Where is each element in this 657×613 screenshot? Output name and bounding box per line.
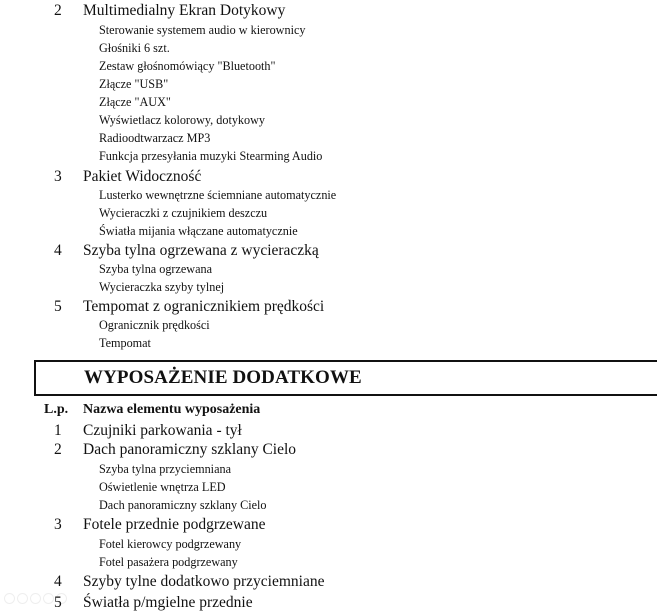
sub-item-name: Fotel kierowcy podgrzewany <box>99 537 242 551</box>
item-number: 2 <box>54 2 62 19</box>
column-header-name: Nazwa elementu wyposażenia <box>83 402 261 417</box>
sub-item-name: Wycieraczka szyby tylnej <box>99 280 225 294</box>
sub-item-name: Wycieraczki z czujnikiem deszczu <box>99 206 268 220</box>
item-number: 3 <box>54 168 62 185</box>
sub-item-name: Złącze "AUX" <box>99 95 171 109</box>
item-number: 4 <box>54 242 62 259</box>
watermark-circle-icon <box>4 593 15 604</box>
item-name: Światła p/mgielne przednie <box>83 594 253 611</box>
item-name: Dach panoramiczny szklany Cielo <box>83 441 297 458</box>
sub-item-name: Dach panoramiczny szklany Cielo <box>99 498 267 512</box>
sub-item-name: Szyba tylna ogrzewana <box>99 262 213 276</box>
sub-item-name: Fotel pasażera podgrzewany <box>99 555 238 569</box>
watermark-logo <box>4 591 74 605</box>
item-number: 5 <box>54 298 62 315</box>
watermark-circle-icon <box>30 593 41 604</box>
item-number: 4 <box>54 573 62 590</box>
sub-item-name: Wyświetlacz kolorowy, dotykowy <box>99 113 266 127</box>
sub-item-name: Głośniki 6 szt. <box>99 41 170 55</box>
sub-item-name: Tempomat <box>99 336 151 350</box>
sub-item-name: Sterowanie systemem audio w kierownicy <box>99 23 306 37</box>
sub-item-name: Oświetlenie wnętrza LED <box>99 480 226 494</box>
sub-item-name: Funkcja przesyłania muzyki Stearming Audio <box>99 149 323 163</box>
item-number: 2 <box>54 441 62 458</box>
sub-item-name: Lusterko wewnętrzne ściemniane automatycznie <box>99 188 337 202</box>
sub-item-name: Złącze "USB" <box>99 77 169 91</box>
item-name: Szyby tylne dodatkowo przyciemniane <box>83 573 325 590</box>
sub-item-name: Radioodtwarzacz MP3 <box>99 131 211 145</box>
sub-item-name: Światła mijania włączane automatycznie <box>99 224 298 238</box>
sub-item-name: Szyba tylna przyciemniana <box>99 462 231 476</box>
item-number: 1 <box>54 422 62 439</box>
item-number: 3 <box>54 516 62 533</box>
item-name: Multimedialny Ekran Dotykowy <box>83 2 286 19</box>
watermark-circle-icon <box>56 593 67 604</box>
item-name: Czujniki parkowania - tył <box>83 422 242 439</box>
section-title: WYPOSAŻENIE DODATKOWE <box>84 367 362 388</box>
sub-item-name: Ogranicznik prędkości <box>99 318 210 332</box>
sub-item-name: Zestaw głośnomówiący "Bluetooth" <box>99 59 276 73</box>
item-number: 5 <box>54 594 62 611</box>
item-name: Pakiet Widoczność <box>83 168 202 185</box>
item-name: Szyba tylna ogrzewana z wycieraczką <box>83 242 319 259</box>
watermark-circle-icon <box>17 593 28 604</box>
item-name: Tempomat z ogranicznikiem prędkości <box>83 298 325 315</box>
item-name: Fotele przednie podgrzewane <box>83 516 266 533</box>
section-header-box <box>34 360 657 396</box>
watermark-circle-icon <box>43 593 54 604</box>
column-header-lp: L.p. <box>44 402 69 417</box>
